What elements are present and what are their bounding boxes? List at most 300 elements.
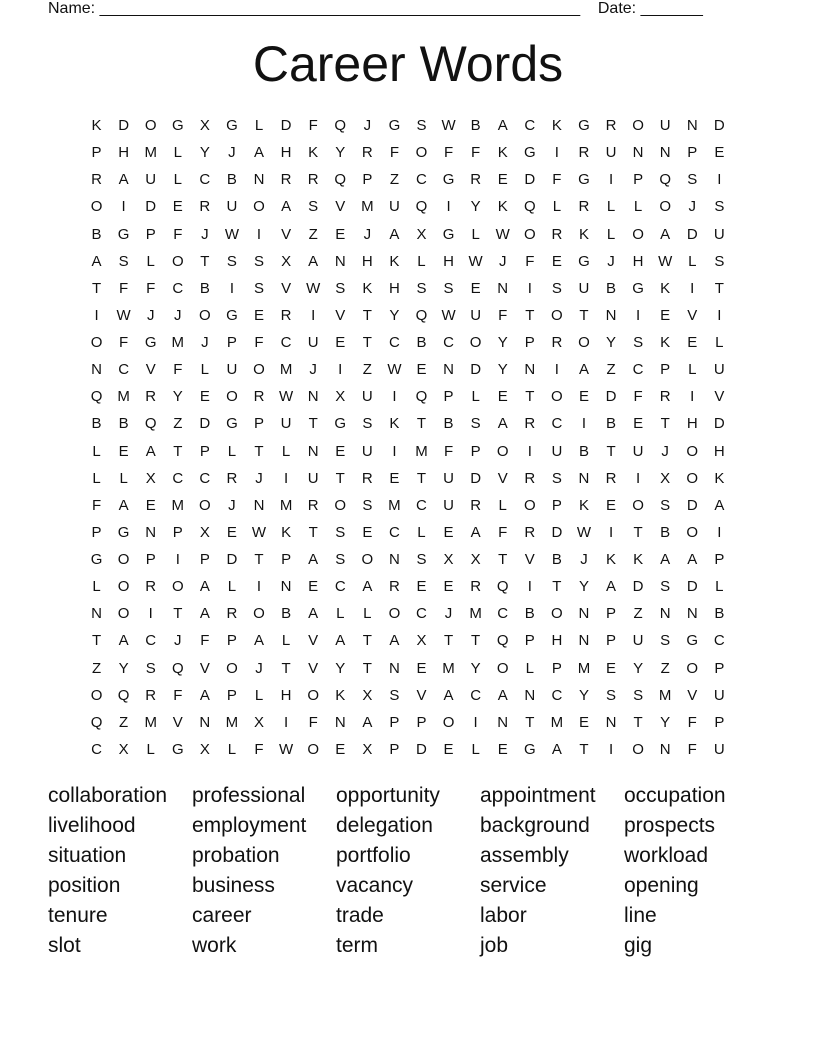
grid-letter: P	[606, 605, 617, 623]
grid-letter: A	[443, 686, 454, 704]
grid-letter: B	[470, 117, 481, 134]
grid-letter: A	[470, 523, 481, 541]
grid-letter: L	[146, 740, 155, 758]
grid-letter: N	[388, 551, 400, 568]
grid-letter: K	[606, 551, 617, 568]
grid-letter: O	[171, 252, 184, 270]
grid-letter: S	[145, 659, 156, 677]
grid-letter: R	[388, 578, 400, 596]
grid-letter: C	[118, 361, 130, 379]
grid-letter: P	[389, 740, 400, 758]
grid-letter: S	[362, 496, 373, 514]
grid-letter: A	[118, 496, 129, 514]
grid-letter: X	[199, 740, 210, 758]
grid-letter: V	[416, 686, 427, 704]
word-row	[48, 931, 768, 961]
grid-letter: M	[279, 496, 293, 514]
grid-letter: S	[254, 279, 265, 297]
grid-letter: F	[443, 442, 454, 460]
grid-letter: O	[442, 713, 455, 731]
word-bank-item: collaboration	[48, 784, 168, 807]
grid-letter: K	[551, 117, 562, 134]
grid-letter: N	[253, 171, 265, 189]
grid-letter: N	[443, 361, 454, 379]
grid-letter: A	[497, 117, 508, 134]
grid-letter: R	[307, 171, 319, 189]
grid-letter: C	[280, 334, 292, 351]
grid-letter: P	[551, 496, 562, 514]
grid-letter: M	[171, 496, 185, 514]
grid-letter: V	[497, 469, 508, 487]
grid-letter: E	[335, 225, 346, 243]
grid-letter: Y	[470, 659, 481, 677]
word-bank-item: trade	[336, 904, 384, 927]
grid-letter: Q	[415, 388, 428, 406]
grid-row	[83, 356, 733, 383]
grid-letter: U	[659, 117, 671, 134]
grid-letter: W	[441, 306, 456, 324]
grid-letter: O	[659, 198, 672, 216]
grid-letter: L	[254, 686, 264, 704]
grid-letter: F	[443, 144, 454, 162]
grid-letter: T	[498, 551, 508, 568]
grid-letter: A	[551, 740, 562, 758]
grid-letter: N	[659, 740, 671, 758]
grid-letter: T	[308, 415, 318, 433]
grid-letter: S	[606, 686, 617, 704]
grid-letter: E	[578, 388, 589, 406]
grid-letter: T	[579, 740, 589, 758]
grid-letter: J	[444, 605, 453, 623]
grid-letter: N	[388, 659, 400, 677]
grid-letter: U	[470, 306, 482, 324]
grid-letter: R	[524, 415, 536, 433]
grid-letter: L	[471, 740, 480, 758]
grid-letter: R	[605, 117, 617, 134]
grid-row	[83, 546, 733, 573]
grid-letter: X	[362, 686, 373, 704]
grid-letter: C	[199, 171, 211, 189]
grid-letter: V	[145, 361, 156, 379]
grid-letter: X	[199, 523, 210, 541]
grid-letter: X	[145, 469, 156, 487]
grid-letter: F	[254, 740, 264, 758]
grid-letter: I	[717, 306, 722, 324]
grid-letter: D	[686, 496, 698, 514]
grid-letter: O	[551, 306, 563, 324]
word-bank-item: opening	[624, 874, 699, 897]
grid-letter: X	[443, 551, 454, 568]
grid-letter: A	[578, 361, 589, 379]
grid-letter: N	[578, 469, 590, 487]
grid-letter: S	[551, 279, 562, 297]
grid-letter: T	[362, 306, 372, 324]
grid-letter: T	[335, 469, 345, 487]
grid-letter: P	[145, 225, 156, 243]
grid-letter: C	[632, 361, 644, 379]
grid-letter: R	[226, 605, 238, 623]
grid-letter: R	[226, 469, 238, 487]
grid-letter: A	[199, 578, 210, 596]
grid-letter: I	[636, 306, 641, 324]
grid-letter: B	[91, 415, 102, 433]
grid-letter: M	[279, 361, 293, 379]
grid-letter: Y	[335, 659, 346, 677]
grid-letter: Y	[389, 306, 400, 324]
word-bank-item: slot	[48, 934, 81, 957]
grid-letter: L	[688, 361, 697, 379]
grid-letter: H	[632, 252, 644, 270]
grid-letter: T	[362, 334, 372, 351]
grid-letter: T	[416, 469, 427, 487]
grid-letter: M	[144, 713, 157, 731]
grid-letter: D	[605, 388, 617, 406]
grid-row	[83, 600, 733, 627]
grid-letter: X	[362, 740, 373, 758]
grid-letter: B	[524, 605, 535, 623]
grid-letter: P	[714, 659, 725, 677]
grid-letter: T	[660, 415, 670, 433]
grid-letter: O	[253, 198, 265, 216]
grid-letter: S	[226, 252, 237, 270]
grid-letter: Q	[496, 578, 509, 596]
grid-letter: U	[713, 225, 725, 243]
grid-letter: J	[255, 469, 263, 487]
grid-letter: O	[415, 144, 428, 162]
grid-letter: U	[307, 469, 319, 487]
grid-letter: W	[279, 740, 294, 758]
grid-letter: R	[578, 198, 590, 216]
grid-letter: M	[415, 442, 428, 460]
grid-letter: O	[199, 306, 211, 324]
grid-letter: N	[334, 713, 346, 731]
letter-grid	[83, 112, 733, 763]
grid-letter: G	[578, 171, 590, 189]
grid-letter: L	[227, 740, 237, 758]
grid-letter: S	[660, 496, 671, 514]
grid-letter: A	[199, 605, 210, 623]
grid-letter: N	[578, 605, 590, 623]
grid-letter: V	[524, 551, 535, 568]
grid-letter: F	[498, 523, 508, 541]
grid-letter: M	[117, 388, 130, 406]
grid-letter: Y	[335, 144, 346, 162]
grid-letter: O	[578, 334, 590, 351]
grid-letter: N	[524, 361, 536, 379]
grid-letter: J	[607, 252, 615, 270]
grid-letter: R	[605, 469, 617, 487]
grid-letter: R	[551, 334, 563, 351]
grid-letter: C	[145, 632, 157, 650]
grid-letter: Z	[308, 225, 318, 243]
grid-letter: C	[551, 415, 563, 433]
grid-letter: L	[119, 469, 128, 487]
grid-letter: F	[308, 117, 318, 134]
grid-letter: E	[389, 469, 400, 487]
grid-letter: C	[524, 117, 536, 134]
grid-letter: S	[335, 279, 346, 297]
grid-letter: E	[660, 306, 671, 324]
word-bank-item: job	[480, 934, 509, 957]
grid-letter: A	[199, 686, 210, 704]
word-bank-item: occupation	[624, 784, 726, 807]
grid-letter: I	[717, 171, 722, 189]
grid-letter: T	[173, 442, 183, 460]
grid-letter: A	[308, 605, 319, 623]
grid-letter: I	[473, 713, 478, 731]
grid-letter: T	[173, 605, 183, 623]
grid-letter: I	[256, 225, 262, 243]
grid-letter: L	[146, 252, 155, 270]
grid-letter: O	[388, 605, 401, 623]
grid-letter: I	[581, 415, 587, 433]
grid-letter: C	[388, 523, 400, 541]
grid-letter: D	[713, 415, 725, 433]
grid-letter: N	[199, 713, 211, 731]
grid-letter: L	[417, 252, 426, 270]
grid-letter: I	[636, 469, 641, 487]
grid-letter: S	[443, 279, 454, 297]
grid-letter: B	[416, 334, 427, 351]
grid-letter: A	[335, 632, 346, 650]
grid-letter: E	[470, 279, 481, 297]
grid-letter: U	[632, 632, 644, 650]
grid-letter: N	[524, 686, 536, 704]
grid-letter: I	[94, 306, 99, 324]
grid-letter: B	[199, 279, 210, 297]
grid-letter: G	[171, 740, 184, 758]
grid-letter: F	[389, 144, 399, 162]
grid-letter: K	[389, 415, 400, 433]
grid-letter: N	[91, 605, 102, 623]
grid-letter: N	[497, 713, 509, 731]
grid-letter: L	[92, 469, 101, 487]
grid-letter: U	[713, 740, 725, 758]
grid-letter: U	[388, 198, 400, 216]
grid-letter: B	[660, 523, 671, 541]
grid-letter: I	[121, 198, 126, 216]
grid-letter: N	[605, 306, 617, 324]
grid-letter: R	[199, 198, 211, 216]
grid-letter: Q	[90, 388, 103, 406]
grid-letter: Z	[389, 171, 399, 189]
grid-letter: O	[199, 496, 211, 514]
grid-letter: B	[606, 279, 617, 297]
grid-letter: D	[280, 117, 292, 134]
grid-letter: B	[714, 605, 725, 623]
grid-letter: Q	[117, 686, 130, 704]
grid-letter: M	[658, 686, 672, 704]
grid-letter: I	[717, 523, 722, 541]
grid-letter: T	[91, 632, 102, 650]
grid-letter: T	[308, 523, 318, 541]
grid-letter: F	[552, 171, 562, 189]
word-bank-item: gig	[624, 934, 653, 957]
grid-letter: J	[201, 334, 209, 351]
grid-letter: G	[117, 225, 130, 243]
word-bank-item: workload	[624, 844, 709, 867]
grid-letter: D	[199, 415, 211, 433]
grid-letter: E	[551, 252, 562, 270]
grid-row	[83, 221, 733, 248]
grid-letter: V	[281, 225, 292, 243]
grid-letter: V	[199, 659, 210, 677]
grid-letter: Z	[173, 415, 183, 433]
grid-letter: E	[416, 361, 427, 379]
grid-letter: Y	[633, 659, 644, 677]
grid-letter: A	[254, 632, 265, 650]
grid-letter: L	[92, 578, 101, 596]
grid-letter: L	[606, 198, 616, 216]
grid-letter: T	[443, 632, 454, 650]
grid-letter: O	[253, 361, 265, 379]
grid-letter: A	[118, 632, 129, 650]
grid-letter: G	[442, 171, 455, 189]
grid-letter: M	[225, 713, 239, 731]
grid-letter: K	[362, 279, 373, 297]
grid-letter: G	[90, 551, 103, 568]
grid-letter: P	[226, 632, 237, 650]
word-row	[48, 841, 768, 871]
grid-letter: W	[224, 225, 240, 243]
grid-letter: C	[497, 605, 509, 623]
grid-letter: E	[335, 334, 346, 351]
grid-letter: E	[443, 523, 454, 541]
grid-letter: Y	[172, 388, 183, 406]
grid-letter: I	[527, 279, 532, 297]
grid-letter: J	[146, 306, 155, 324]
grid-row	[83, 193, 733, 220]
grid-letter: P	[362, 171, 373, 189]
grid-letter: L	[363, 605, 372, 623]
grid-letter: F	[119, 279, 129, 297]
grid-letter: M	[469, 605, 482, 623]
grid-letter: L	[471, 225, 480, 243]
grid-row	[83, 519, 733, 546]
grid-letter: G	[334, 415, 347, 433]
grid-letter: Q	[334, 171, 347, 189]
grid-letter: W	[306, 279, 321, 297]
grid-letter: F	[633, 388, 643, 406]
grid-letter: J	[228, 144, 236, 162]
word-bank-item: prospects	[624, 814, 716, 837]
grid-letter: T	[281, 659, 291, 677]
grid-letter: J	[309, 361, 317, 379]
grid-letter: N	[686, 117, 698, 134]
grid-letter: Z	[362, 361, 372, 379]
grid-letter: F	[200, 632, 210, 650]
grid-letter: A	[687, 551, 698, 568]
grid-letter: N	[334, 252, 346, 270]
grid-letter: N	[686, 605, 698, 623]
grid-letter: L	[417, 523, 426, 541]
grid-letter: I	[608, 523, 614, 541]
grid-letter: K	[578, 225, 589, 243]
grid-letter: A	[362, 578, 373, 596]
grid-letter: F	[471, 144, 481, 162]
grid-letter: T	[254, 442, 264, 460]
grid-letter: A	[714, 496, 725, 514]
grid-letter: N	[145, 523, 157, 541]
grid-letter: P	[226, 334, 237, 351]
grid-letter: L	[552, 198, 562, 216]
grid-letter: W	[468, 252, 483, 270]
grid-letter: I	[284, 713, 289, 731]
grid-letter: K	[91, 117, 102, 134]
grid-letter: L	[227, 578, 237, 596]
grid-letter: P	[633, 171, 644, 189]
grid-letter: Z	[660, 659, 670, 677]
grid-letter: J	[228, 496, 236, 514]
grid-letter: R	[91, 171, 102, 189]
grid-letter: I	[446, 198, 451, 216]
grid-letter: N	[307, 388, 319, 406]
grid-letter: Y	[606, 334, 617, 351]
grid-letter: Q	[496, 632, 509, 650]
grid-letter: S	[633, 334, 644, 351]
grid-letter: W	[658, 252, 673, 270]
grid-letter: E	[254, 306, 265, 324]
grid-letter: O	[496, 659, 509, 677]
grid-letter: X	[118, 740, 129, 758]
grid-letter: U	[713, 686, 725, 704]
grid-letter: L	[336, 605, 345, 623]
grid-letter: U	[713, 361, 725, 379]
grid-letter: T	[525, 306, 535, 324]
grid-letter: I	[392, 388, 397, 406]
word-bank-item: situation	[48, 844, 127, 867]
grid-letter: L	[281, 442, 291, 460]
grid-letter: A	[91, 252, 102, 270]
grid-letter: O	[551, 388, 563, 406]
grid-letter: T	[200, 252, 210, 270]
grid-letter: A	[660, 551, 671, 568]
grid-letter: T	[254, 551, 264, 568]
grid-letter: O	[686, 659, 699, 677]
grid-letter: P	[226, 686, 237, 704]
grid-letter: A	[281, 198, 292, 216]
grid-letter: U	[280, 415, 292, 433]
grid-row	[83, 410, 733, 437]
grid-letter: K	[714, 469, 725, 487]
grid-letter: F	[687, 713, 697, 731]
grid-letter: P	[470, 442, 481, 460]
grid-letter: T	[714, 279, 724, 297]
grid-letter: O	[632, 496, 644, 514]
grid-letter: G	[117, 523, 130, 541]
grid-letter: A	[254, 144, 265, 162]
grid-letter: K	[389, 252, 400, 270]
grid-letter: S	[254, 252, 265, 270]
grid-letter: G	[226, 415, 238, 433]
grid-letter: P	[199, 442, 210, 460]
grid-letter: Y	[497, 361, 508, 379]
grid-letter: A	[606, 578, 617, 596]
grid-letter: R	[361, 469, 373, 487]
grid-letter: M	[361, 198, 374, 216]
grid-letter: Y	[578, 686, 589, 704]
grid-row	[83, 248, 733, 275]
grid-row	[83, 438, 733, 465]
grid-letter: E	[497, 388, 508, 406]
grid-letter: W	[441, 117, 456, 134]
grid-letter: U	[361, 442, 373, 460]
grid-letter: U	[361, 388, 373, 406]
grid-letter: D	[551, 523, 563, 541]
grid-letter: F	[498, 306, 508, 324]
grid-letter: E	[335, 740, 346, 758]
grid-letter: M	[388, 496, 401, 514]
